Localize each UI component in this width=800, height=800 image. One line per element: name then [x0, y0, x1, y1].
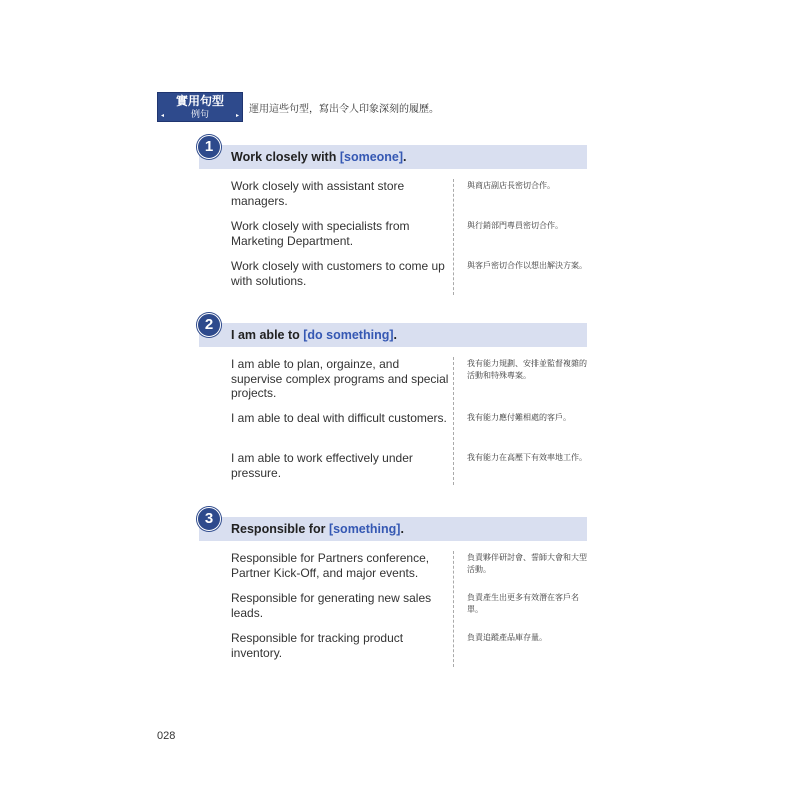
example-english: Responsible for generating new sales leads. — [231, 591, 432, 620]
section-heading — [231, 522, 404, 536]
heading-placeholder: [something] — [328, 522, 401, 536]
example-chinese: 我有能力在高壓下有效率地工作。 — [467, 453, 587, 462]
heading-text: Responsible for — [231, 522, 329, 536]
heading-period: . — [403, 150, 407, 164]
example-english: Responsible for tracking product inventory. — [231, 631, 404, 660]
example-english: Work closely with specialists from Marketing Department. — [231, 219, 410, 248]
badge-subtitle: 例句 — [190, 109, 209, 119]
section-number-badge: 3 — [197, 507, 221, 531]
example-chinese: 與客戶密切合作以想出解決方案。 — [467, 261, 587, 270]
section-heading — [231, 328, 397, 342]
column-divider — [453, 179, 454, 295]
example-chinese: 我有能力應付難相處的客戶。 — [467, 413, 571, 422]
section-number-badge: 2 — [197, 313, 221, 337]
section-heading — [231, 150, 407, 164]
example-english: I am able to work effectively under pressure. — [231, 451, 413, 480]
section-number-badge: 1 — [197, 135, 221, 159]
example-english: Responsible for Partners conference, Partner Kick-Off, and major events. — [231, 551, 430, 580]
example-english: I am able to deal with difficult customers. — [231, 411, 447, 425]
example-english: Work closely with assistant store managers. — [231, 179, 405, 208]
heading-placeholder: [someone] — [339, 150, 404, 164]
example-chinese: 與行銷部門專員密切合作。 — [467, 221, 563, 230]
heading-period: . — [393, 328, 397, 342]
example-chinese: 與商店副店長密切合作。 — [467, 181, 555, 190]
page-number: 028 — [157, 730, 176, 742]
arrow-left-icon: ◂ — [161, 113, 165, 119]
example-chinese: 負責夥伴研討會、誓師大會和大型活動。 — [467, 553, 587, 574]
heading-text: I am able to — [231, 328, 304, 342]
heading-text: Work closely with — [231, 150, 340, 164]
heading-placeholder: [do something] — [303, 328, 394, 342]
example-chinese: 負責產生出更多有效潛在客戶名單。 — [467, 593, 579, 614]
badge-title: 實用句型 — [175, 94, 224, 108]
column-divider — [453, 551, 454, 667]
example-english: I am able to plan, orgainze, and supervise complex programs and special projects. — [231, 357, 449, 400]
header-description: 運用這些句型，寫出令人印象深刻的履歷。 — [249, 104, 439, 115]
arrow-right-icon: ▸ — [235, 113, 239, 119]
example-english: Work closely with customers to come up with solutions. — [231, 259, 445, 288]
example-chinese: 我有能力規劃、安排並監督複雜的活動和特殊專案。 — [467, 359, 587, 380]
column-divider — [453, 357, 454, 485]
example-chinese: 負責追蹤產品庫存量。 — [467, 633, 547, 642]
heading-period: . — [400, 522, 404, 536]
pattern-badge — [157, 92, 243, 122]
